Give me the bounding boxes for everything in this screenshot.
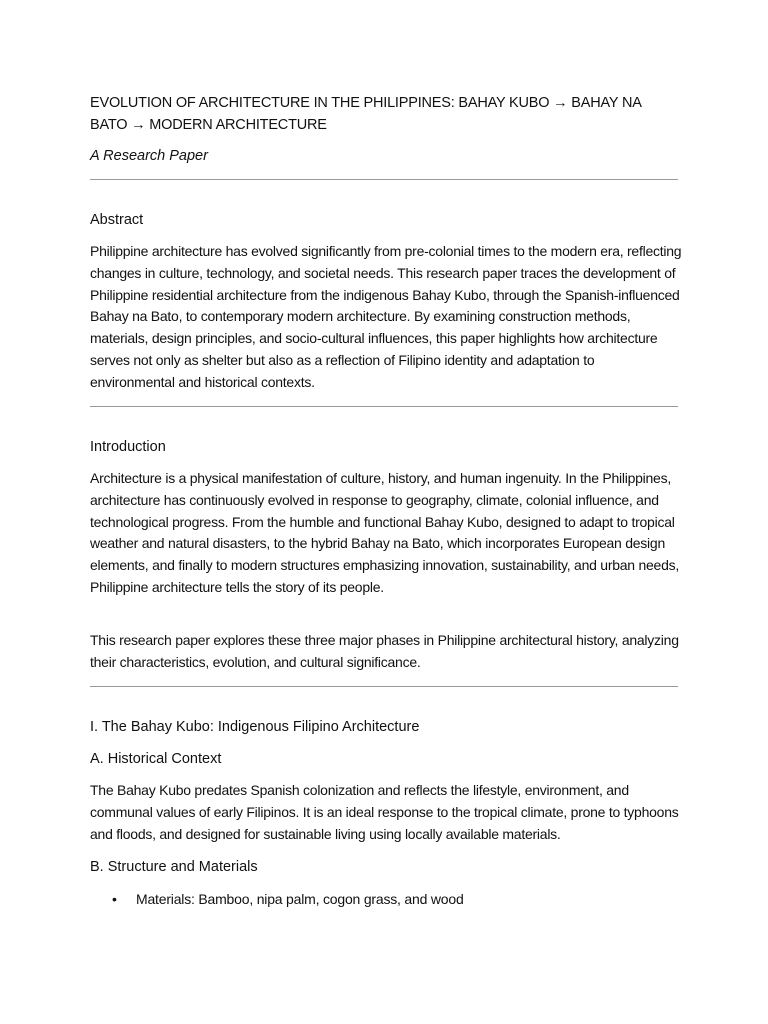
bullet-icon: • (112, 891, 117, 907)
section-1a-paragraph: The Bahay Kubo predates Spanish colonization and reflects the lifestyle, environment, and communal values of early Filipinos. It is an ideal response to the tropical climate, prone to typhoons and floods, and designed for sustainable living using locally available materials. (90, 782, 679, 842)
introduction-heading: Introduction (90, 439, 166, 455)
list-item (90, 888, 678, 910)
document-title: EVOLUTION OF ARCHITECTURE IN THE PHILIPPINES: BAHAY KUBO → BAHAY NA BATO → MODERN ARCHITECTURE (90, 95, 641, 133)
document-subtitle: A Research Paper (90, 148, 208, 164)
introduction-paragraph-1: Architecture is a physical manifestation of culture, history, and human ingenuity. In the Philippines, architecture has continuously evolved in response to geography, climate, colonial influence, and technological progress. From the humble and functional Bahay Kubo, designed to adapt to tropical weather and natural disasters, to the hybrid Bahay na Bato, which incorporates European design elements, and finally to modern structures emphasizing innovation, sustainability, and urban needs, Philippine architecture tells the story of its people. (90, 470, 680, 595)
section-1-heading: I. The Bahay Kubo: Indigenous Filipino Architecture (90, 719, 420, 735)
divider (90, 179, 678, 180)
list-item-text: Materials: Bamboo, nipa palm, cogon grass, and wood (136, 891, 464, 907)
divider (90, 406, 678, 407)
section-1a-heading: A. Historical Context (90, 751, 222, 767)
introduction-paragraph-2: This research paper explores these three major phases in Philippine architectural history, analyzing their characteristics, evolution, and cultural significance. (90, 632, 679, 670)
abstract-paragraph: Philippine architecture has evolved significantly from pre-colonial times to the modern era, reflecting changes in culture, technology, and societal needs. This research paper traces the development of Philippine residential architecture from the indigenous Bahay Kubo, through the Spanish-influenced Bahay na Bato, to contemporary modern architecture. By examining construction methods, materials, design principles, and socio-cultural influences, this paper highlights how architecture serves not only as shelter but also as a reflection of Filipino identity and adaptation to environmental and historical contexts. (90, 243, 682, 390)
divider (90, 686, 678, 687)
abstract-heading: Abstract (90, 212, 144, 228)
section-1b-heading: B. Structure and Materials (90, 859, 258, 875)
materials-list (90, 888, 678, 910)
